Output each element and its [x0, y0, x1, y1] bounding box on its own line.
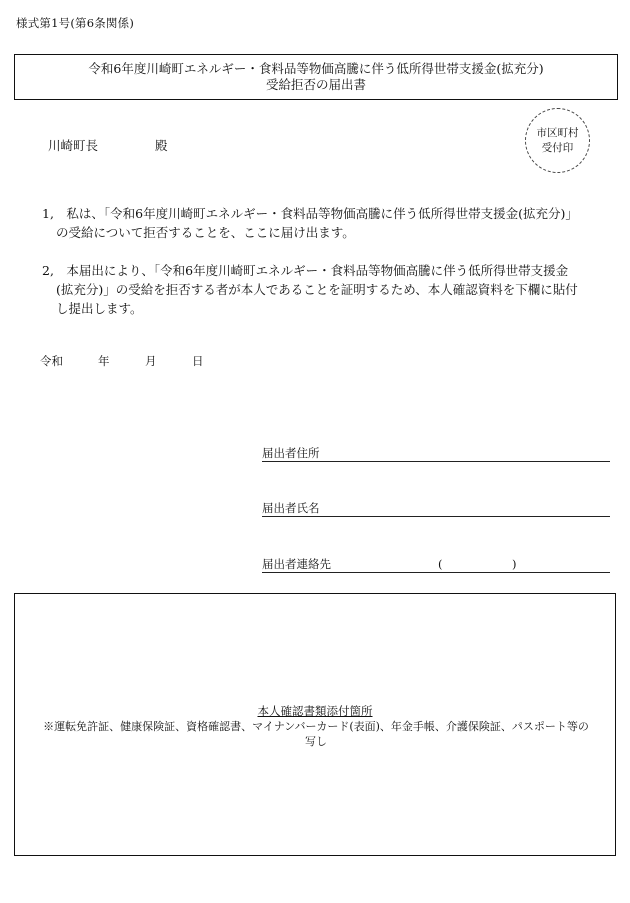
stamp-label-line2: 受付印: [541, 141, 574, 154]
paragraph-1-line2: の受給について拒否することを、ここに届け出ます。: [56, 225, 355, 240]
document-title-line1: 令和6年度川崎町エネルギー・食料品等物価高騰に伴う低所得世帯支援金(拡充分): [88, 61, 544, 76]
paragraph-2-line1: 2, 本届出により、「令和6年度川崎町エネルギー・食料品等物価高騰に伴う低所得世帯支援金: [42, 263, 569, 278]
stamp-label-line1: 市区町村: [536, 126, 579, 139]
contact-field[interactable]: [262, 556, 610, 573]
date-year-label: 年: [98, 354, 110, 368]
attachment-note: [20, 719, 612, 749]
title-box: [14, 54, 618, 100]
attachment-title: 本人確認書類添付箇所: [257, 704, 373, 718]
contact-paren-open: (: [438, 557, 443, 571]
paragraph-2-line2: (拡充分)」の受給を拒否する者が本人であることを証明するため、本人確認資料を下欄に貼付: [56, 282, 578, 297]
attachment-note-line1: ※運転免許証、健康保険証、資格確認書、マイナンバーカード(表面)、年金手帳、介護保険証、パスポート等の: [43, 720, 589, 733]
reception-stamp-circle: [525, 108, 590, 173]
addressee-name: 川崎町長: [48, 138, 99, 153]
attachment-note-line2: 写し: [305, 735, 327, 748]
date-day-label: 日: [192, 354, 204, 368]
date-era: 令和: [40, 354, 63, 368]
form-number: 様式第1号(第6条関係): [16, 16, 135, 30]
paragraph-1-line1: 1, 私は、「令和6年度川崎町エネルギー・食料品等物価高騰に伴う低所得世帯支援金(拡充分)」: [42, 206, 578, 221]
document-title-line2: 受給拒否の届出書: [265, 77, 366, 92]
contact-paren-close: ): [512, 557, 517, 571]
addressee-honorific: 殿: [155, 138, 168, 153]
address-label: 届出者住所: [262, 446, 320, 460]
contact-label: 届出者連絡先: [262, 557, 331, 571]
date-month-label: 月: [145, 354, 157, 368]
address-field[interactable]: [262, 445, 610, 462]
name-field[interactable]: [262, 500, 610, 517]
name-label: 届出者氏名: [262, 501, 320, 515]
paragraph-2-line3: し提出します。: [56, 301, 143, 316]
